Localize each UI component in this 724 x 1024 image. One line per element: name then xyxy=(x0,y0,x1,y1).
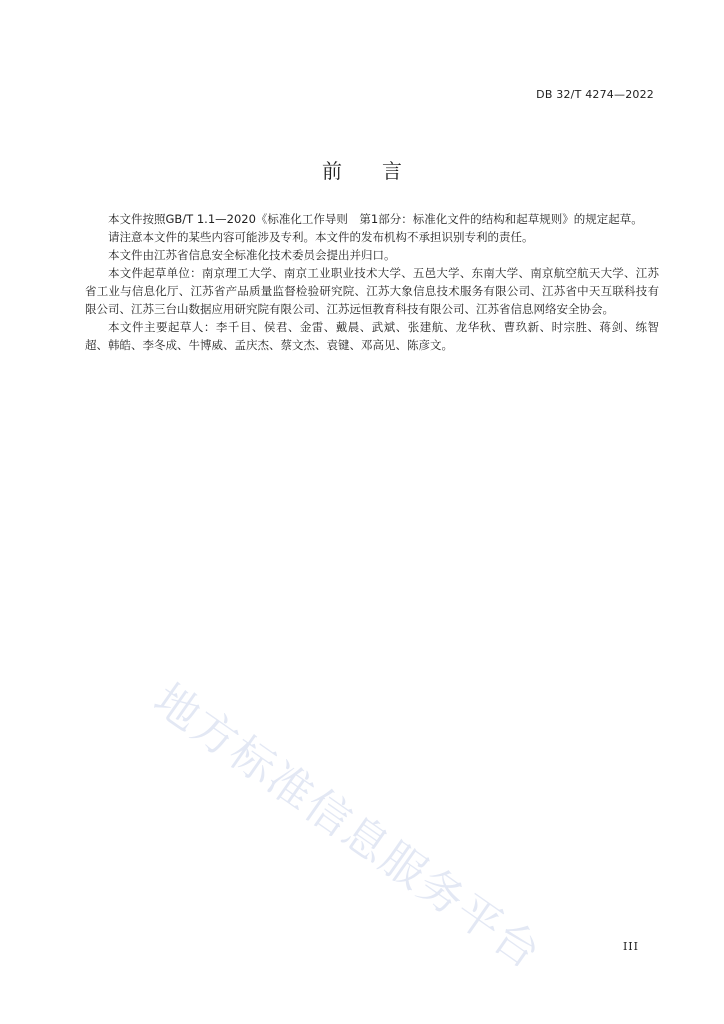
paragraph-patent-notice: 请注意本文件的某些内容可能涉及专利。本文件的发布机构不承担识别专利的责任。 xyxy=(108,230,534,244)
paragraph-drafting-rules: 本文件按照GB/T 1.1—2020《标准化工作导则 第1部分：标准化文件的结构和起草规则》的规定起草。 xyxy=(108,212,643,226)
page-number: III xyxy=(622,940,639,953)
watermark: 地方标准信息服务平台 xyxy=(144,674,551,980)
page-title: 前 言 xyxy=(322,159,402,183)
standard-code: DB 32/T 4274—2022 xyxy=(536,88,654,101)
paragraph-main-drafters: 本文件主要起草人：李千目、侯君、金雷、戴晨、武斌、张建航、龙华秋、曹玖新、时宗胜、蒋剑、练智超、韩皓、李冬成、牛博威、孟庆杰、蔡文杰、袁键、邓高见、陈彦文。 xyxy=(85,320,659,352)
paragraph-drafting-units: 本文件起草单位：南京理工大学、南京工业职业技术大学、五邑大学、东南大学、南京航空航天大学、江苏省工业与信息化厅、江苏省产品质量监督检验研究院、江苏大象信息技术服务有限公司、江苏省中天互联科技有限公司、江苏三台山数据应用研究院有限公司、江苏远恒教育科技有限公司、江苏省信息网络安全协会。 xyxy=(85,266,659,316)
paragraph-proposer: 本文件由江苏省信息安全标准化技术委员会提出并归口。 xyxy=(108,248,396,262)
foreword-body xyxy=(85,210,659,354)
